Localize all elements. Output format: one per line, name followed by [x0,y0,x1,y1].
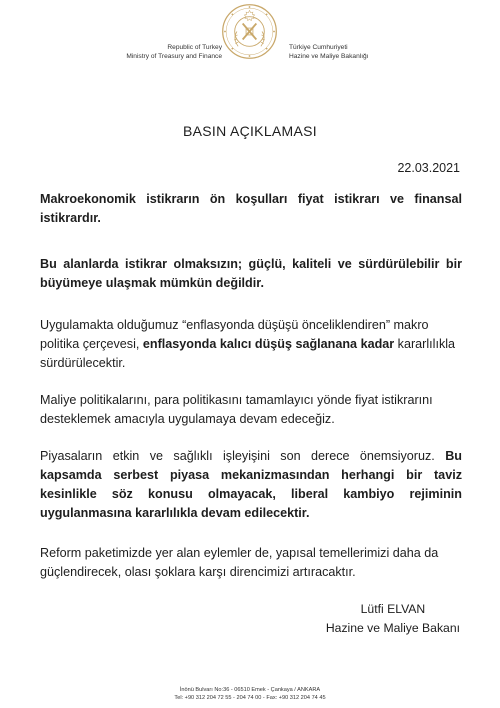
header-right [289,43,409,61]
paragraph-4: Maliye politikalarını, para politikasını tamamlayıcı yönde fiyat istikrarını desteklemek amacıyla uygulamaya devam edeceğiz. [40,393,433,426]
header-right-line1: Türkiye Cumhuriyeti [289,44,348,51]
ministry-seal-icon [221,3,278,60]
signature-name: Lütfi ELVAN [360,602,426,616]
paragraph-6: Reform paketimizde yer alan eylemler de, yapısal temellerimizi daha da güçlendirecek, olası şoklara karşı direncimizi artıracaktır. [40,546,439,579]
document-title: BASIN AÇIKLAMASI [183,123,317,139]
signature-block [326,600,460,638]
paragraph-5-emphasis: Bu kapsamda serbest piyasa mekanizmasından herhangi bir taviz kesinlikle söz konusu olmayacak, liberal kambiyo rejiminin uygulanmasına kararlılıkla devam edilecektir. [40,449,462,520]
signature-title: Hazine ve Maliye Bakanı [325,621,460,635]
footer [0,686,500,702]
paragraph-3-text-c: kararlılıkla sürdürülecektir. [40,337,456,370]
paragraph-1: Makroekonomik istikrarın ön koşulları fiyat istikrarı ve finansal istikrardır. [40,192,462,225]
paragraph-3-text-a: Uygulamakta olduğumuz “enflasyonda düşüşü önceliklendiren” makro politika çerçevesi, [40,318,429,351]
header-left-line1: Republic of Turkey [167,44,222,51]
header-left [118,43,222,61]
paragraph-3 [40,316,462,373]
paragraph-5-text-a: Piyasaların etkin ve sağlıklı işleyişini son derece önemsiyoruz. [40,449,446,463]
header-left-line2: Ministry of Treasury and Finance [126,53,222,60]
header-right-line2: Hazine ve Maliye Bakanlığı [289,53,369,60]
footer-phones: Tel: +90 312 204 72 55 - 204 74 00 - Fax: +90 312 204 74 45 [174,695,326,701]
paragraph-3-emphasis: enflasyonda kalıcı düşüş sağlanana kadar [142,337,395,351]
document-date: 22.03.2021 [397,161,460,175]
paragraph-2: Bu alanlarda istikrar olmaksızın; güçlü, kaliteli ve sürdürülebilir bir büyümeye ulaşmak mümkün değildir. [40,257,462,290]
paragraph-5 [40,447,462,523]
footer-address: İnönü Bulvarı No:36 - 06510 Emek - Çankaya / ANKARA [179,687,321,693]
